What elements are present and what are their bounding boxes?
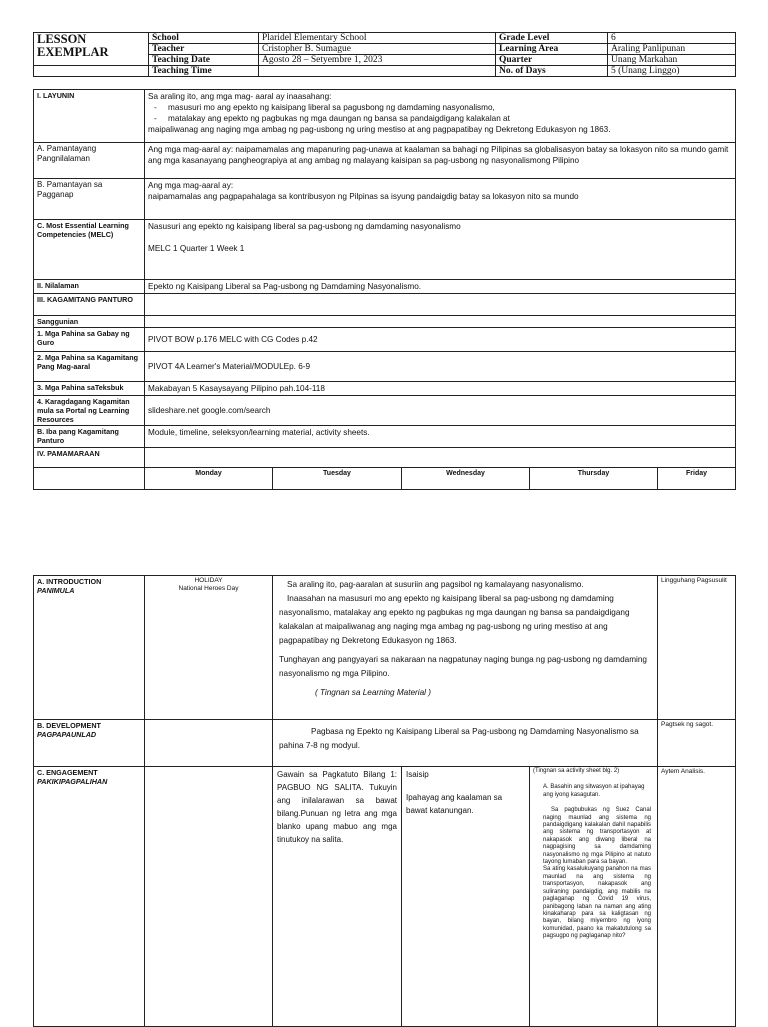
- days-value: 5 (Unang Linggo): [608, 66, 736, 77]
- intro-label-text: A. INTRODUCTION: [37, 577, 102, 586]
- kagamitang-label: 2. Mga Pahina sa Kagamitang Pang Mag-aaral: [34, 352, 145, 382]
- holiday-line-1: HOLIDAY: [194, 577, 223, 584]
- area-label: Learning Area: [496, 44, 608, 55]
- nilalaman-content: Epekto ng Kaisipang Liberal sa Pag-usbong ng Damdaming Nasyonalismo.: [145, 280, 736, 294]
- melc-line-1: Nasusuri ang epekto ng kaisipang liberal sa pag-usbong ng damdaming nasyonalismo: [148, 222, 461, 231]
- layunin-list: [148, 102, 732, 124]
- plan-table: [33, 89, 736, 490]
- day-friday: Friday: [658, 468, 736, 490]
- teksbuk-label: 3. Mga Pahina saTeksbuk: [34, 382, 145, 396]
- intro-p2: Inaasahan na masusuri mo ang epekto ng kaisipang liberal sa pag-usbong ng damdaming nasyonalismo, matalakay ang epekto ng pagbukas ng mga daungan ng bansa sa pandaigdigang kalakalan at maipaliwanag ang naging mga ambag ng pag-usbong ng uring mestiso at ang pagpapatibay ng Dekretong Edukasyon ng 1863.: [279, 594, 630, 645]
- eng-wed-title: Isaisip: [406, 770, 429, 779]
- layunin-bullet-2: [168, 113, 732, 124]
- eng-thursday: [530, 767, 658, 1027]
- eng-friday: Aytem Analisis.: [658, 767, 736, 1027]
- pagganap-label: [34, 179, 145, 220]
- pagganap-label-2: Pagganap: [37, 190, 74, 199]
- nilalaman-label: II. Nilalaman: [34, 280, 145, 294]
- pagganap-content: [145, 179, 736, 220]
- school-label: School: [149, 33, 259, 44]
- intro-label: [34, 576, 145, 720]
- dev-sub-text: PAGPAPAUNLAD: [37, 730, 97, 739]
- intro-sub-text: PANIMULA: [37, 586, 75, 595]
- day-tuesday: Tuesday: [273, 468, 402, 490]
- layunin-intro: Sa araling ito, ang mga mag- aaral ay inaasahang:: [148, 92, 332, 101]
- eng-wednesday: [402, 767, 530, 1027]
- eng-label: [34, 767, 145, 1027]
- dev-friday: Pagtsek ng sagot.: [658, 720, 736, 767]
- pagganap-label-1: B. Pamantayan sa: [37, 180, 103, 189]
- iba-content: Module, timeline, seleksyon/learning material, activity sheets.: [145, 426, 736, 448]
- dev-label-text: B. DEVELOPMENT: [37, 721, 101, 730]
- blank-cell: [34, 66, 149, 77]
- intro-p3: Tunghayan ang pangyayari sa nakaraan na nagpatunay naging bunga ng pag-usbong ng damdaming nasyonalismo ng mga Pilipino.: [279, 655, 647, 678]
- eng-label-text: C. ENGAGEMENT: [37, 768, 98, 777]
- eng-thu-situation-2: Sa ating kasalukuyang panahon na mas maunlad na ang sistema ng transportasyon, nakapasok ang suliraning pandaigdig, ang mabilis na paglaganap ng Covid 19 virus, panibagong laban na naman ang ating kinakaharap para sa kaligtasan ng bayan, bilang miyembro ng iyong komunidad, paano ka makatutulong sa pagsugpo ng paglaganap nito?: [543, 866, 651, 940]
- intro-content: [273, 576, 658, 720]
- layunin-bullet-1-text: masusuri mo ang epekto ng kaisipang liberal sa pagusbong ng damdaming nasyonalismo,: [168, 103, 495, 112]
- layunin-label-text: I. LAYUNIN: [37, 91, 75, 100]
- date-value: Agosto 28 – Setyembre 1, 2023: [259, 55, 496, 66]
- days-label: No. of Days: [496, 66, 608, 77]
- iba-label: B. Iba pang Kagamitang Panturo: [34, 426, 145, 448]
- pamantayang-label-2: Pangnilalaman: [37, 154, 90, 163]
- intro-monday: [145, 576, 273, 720]
- time-value: [259, 66, 496, 77]
- kagamitang-content: PIVOT 4A Learner's Material/MODULEp. 6-9: [145, 352, 736, 382]
- layunin-bullet-1: [168, 102, 732, 113]
- gabay-label: 1. Mga Pahina sa Gabay ng Guro: [34, 328, 145, 352]
- dev-monday: [145, 720, 273, 767]
- pamantayang-label-1: A. Pamantayang: [37, 144, 97, 153]
- day-monday: Monday: [145, 468, 273, 490]
- eng-thu-note: (Tingnan sa activity sheet blg. 2): [533, 768, 620, 774]
- header-table: [33, 32, 736, 77]
- eng-tuesday: Gawain sa Pagkatuto Bilang 1: PAGBUO NG SALITA. Tukuyin ang inilalarawan sa bawat bilang.Punuan ng letra ang mga blanko upang mabuo ang mga tinutukoy na salita.: [273, 767, 402, 1027]
- day-thursday: Thursday: [530, 468, 658, 490]
- layunin-bullet-2-text: matalakay ang epekto ng pagbukas ng mga daungan ng bansa sa pandaigdigang kalakalan at: [168, 114, 510, 123]
- teacher-value: Cristopher B. Sumague: [259, 44, 496, 55]
- layunin-continuation: maipaliwanag ang naging mga ambag ng pag-usbong ng uring mestiso at ang pagpapatibay ng Dekretong Edukasyon ng 1863.: [148, 125, 611, 134]
- title-line2: EXEMPLAR: [37, 45, 109, 59]
- intro-p1: Sa araling ito, pag-aaralan at susuriin ang pagsibol ng kamalayang nasyonalismo.: [287, 580, 584, 589]
- kagamitan-content: [145, 294, 736, 316]
- dev-label: [34, 720, 145, 767]
- kagamitan-label: III. KAGAMITANG PANTURO: [34, 294, 145, 316]
- title-line1: LESSON: [37, 32, 87, 46]
- quarter-label: Quarter: [496, 55, 608, 66]
- time-label: Teaching Time: [149, 66, 259, 77]
- school-value: Plaridel Elementary School: [259, 33, 496, 44]
- lesson-title: [34, 33, 149, 66]
- gabay-content: PIVOT BOW p.176 MELC with CG Codes p.42: [145, 328, 736, 352]
- grade-value: 6: [608, 33, 736, 44]
- pamamaraan-content: [145, 448, 736, 468]
- pamantayang-content: Ang mga mag-aaral ay: naipamamalas ang mapanuring pag-unawa at kaalaman sa bahagi ng Pilipinas sa globalisasyon batay sa lokasyon nito sa mundo gamit ang mga kasanayang pangheograpiya at ang ambag ng malayang kaisipan sa pag-usbong ng nasyonalismong Pilipino: [145, 143, 736, 179]
- melc-content: [145, 220, 736, 280]
- date-label: Teaching Date: [149, 55, 259, 66]
- intro-friday: Lingguhang Pagsusulit: [658, 576, 736, 720]
- teacher-label: Teacher: [149, 44, 259, 55]
- pagganap-line-2: naipamamalas ang pagpapahalaga sa kontribusyon ng Pilpinas sa isyung pandaigdig batay sa lokasyon nito sa mundo: [148, 192, 579, 201]
- day-wednesday: Wednesday: [402, 468, 530, 490]
- intro-p4: ( Tingnan sa Learning Material ): [315, 688, 431, 697]
- sanggunian-content: [145, 316, 736, 328]
- eng-thu-instruction: A. Basahin ang sitwasyon at ipahayag ang iyong kasagutan.: [543, 784, 645, 798]
- day-blank: [34, 468, 145, 490]
- sanggunian-label: Sanggunian: [34, 316, 145, 328]
- pagganap-line-1: Ang mga mag-aaral ay:: [148, 181, 234, 190]
- melc-label: C. Most Essential Learning Competencies (MELC): [34, 220, 145, 280]
- eng-thu-situation-1: Sa pagbubukas ng Suez Canal naging maunlad ang sistema ng pandaigdigang kalakalan dahil napabilis ang sistema ng transportasyon at nakapasok ang diwang liberal na nagpagising sa damdaming nasyonalismo ng mga Pilipino at natuto tayong lumaban para sa bayan.: [543, 807, 651, 866]
- holiday-line-2: National Heroes Day: [178, 585, 239, 592]
- eng-wed-text: Ipahayag ang kaalaman sa bawat katanungan.: [406, 793, 503, 815]
- pamantayang-label: [34, 143, 145, 179]
- pamamaraan-label: IV. PAMAMARAAN: [34, 448, 145, 468]
- quarter-value: Unang Markahan: [608, 55, 736, 66]
- area-value: Araling Panlipunan: [608, 44, 736, 55]
- eng-sub-text: PAKIKIPAGPALIHAN: [37, 777, 108, 786]
- dev-content: Pagbasa ng Epekto ng Kaisipang Liberal sa Pag-usbong ng Damdaming Nasyonalismo sa pahina 7-8 ng modyul.: [273, 720, 658, 767]
- teksbuk-content: Makabayan 5 Kasaysayang Pilipino pah.104-118: [145, 382, 736, 396]
- procedure-table: [33, 575, 736, 1027]
- karagdagang-label: 4. Karagdagang Kagamitan mula sa Portal ng Learning Resources: [34, 396, 145, 426]
- layunin-label: [34, 90, 145, 143]
- melc-line-2: MELC 1 Quarter 1 Week 1: [148, 244, 245, 253]
- layunin-content: [145, 90, 736, 143]
- eng-monday: [145, 767, 273, 1027]
- grade-label: Grade Level: [496, 33, 608, 44]
- karagdagang-content: slideshare.net google.com/search: [145, 396, 736, 426]
